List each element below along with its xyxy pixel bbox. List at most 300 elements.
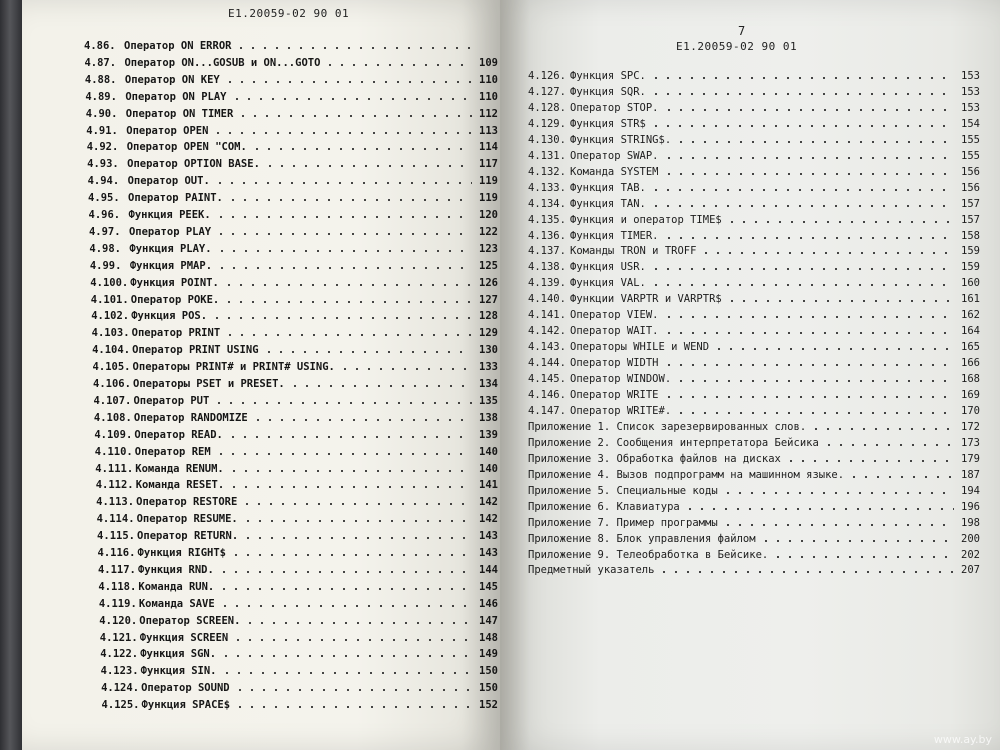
toc-entry-number: 4.93. — [87, 158, 119, 171]
toc-page-number: 155 — [961, 149, 980, 162]
toc-page-number: 158 — [961, 229, 980, 242]
toc-entry-number: 4.130. — [528, 133, 566, 146]
toc-page-number: 122 — [479, 225, 498, 238]
toc-entry-text: Функция USR. — [570, 261, 646, 274]
toc-page-number: 157 — [961, 197, 980, 210]
dot-leader — [650, 284, 954, 286]
dot-leader — [220, 655, 472, 657]
toc-entry-number: 4.121. — [99, 631, 138, 644]
toc-entry-title — [85, 74, 220, 86]
toc-entry-text: Функция POINT. — [130, 276, 219, 289]
toc-entry-number: 4.147. — [528, 404, 566, 417]
toc-entry-text: Оператор WRITE — [570, 389, 659, 401]
dot-leader — [211, 317, 472, 319]
toc-entry-text: Функции VARPTR и VARPTR$ — [570, 293, 722, 306]
dot-leader — [650, 205, 954, 207]
dot-leader — [650, 93, 954, 95]
toc-entry-number: 4.108. — [93, 411, 132, 424]
toc-page-number: 127 — [479, 293, 498, 306]
toc-entry-title — [102, 699, 231, 711]
toc-entry-number: 4.114. — [96, 513, 135, 526]
toc-entry — [86, 121, 498, 137]
dot-leader — [848, 476, 954, 478]
toc-entry-text: Оператор STOP. — [570, 101, 659, 114]
toc-page-number: 156 — [961, 181, 980, 194]
toc-entry — [89, 205, 499, 221]
toc-entry-title — [94, 412, 248, 424]
toc-entry-number: 4.86. — [84, 40, 116, 52]
toc-page-number: 143 — [479, 547, 498, 559]
toc-page-number: 142 — [479, 513, 498, 526]
toc-page-number: 143 — [479, 530, 498, 543]
toc-entry-title — [528, 182, 646, 194]
toc-page-number: 200 — [961, 532, 980, 545]
toc-page-number: 166 — [961, 357, 980, 370]
toc-entry — [93, 357, 498, 373]
dot-leader — [234, 689, 472, 691]
toc-page-number: 140 — [479, 462, 498, 475]
toc-entry-title — [89, 226, 211, 238]
dot-leader — [658, 571, 954, 573]
toc-entry — [528, 481, 980, 497]
toc-entry-title — [528, 70, 646, 82]
toc-entry-number: 4.94. — [87, 175, 120, 188]
toc-entry-text: Функция TAN. — [570, 197, 646, 210]
toc-page-number: 172 — [961, 420, 980, 433]
dot-leader — [242, 537, 472, 539]
toc-entry-title — [97, 530, 238, 542]
toc-page-number: 159 — [961, 245, 980, 258]
toc-page-number: 168 — [961, 373, 980, 386]
toc-entry-title — [98, 547, 227, 559]
toc-entry — [88, 188, 498, 204]
dot-leader — [722, 492, 954, 494]
toc-entry-title — [528, 134, 671, 146]
toc-entry-text: Предметный указатель — [528, 564, 655, 577]
dot-leader — [215, 216, 472, 218]
dot-leader — [218, 588, 472, 590]
toc-entry-text: Приложение 6. Клавиатура — [528, 500, 680, 513]
toc-entry-number: 4.126. — [528, 70, 566, 82]
toc-entry-title — [528, 373, 671, 385]
toc-entry-text: Оператор OPTION BASE. — [127, 158, 260, 171]
toc-page-number: 198 — [961, 516, 980, 529]
toc-page-number: 196 — [961, 500, 980, 513]
toc-entry-text: Приложение 1. Список зарезервированных слов. — [528, 420, 807, 433]
toc-page-number: 134 — [479, 378, 498, 390]
dot-leader — [242, 520, 472, 522]
toc-entry-number: 4.104. — [92, 344, 131, 357]
toc-entry — [528, 241, 980, 257]
toc-entry — [528, 560, 980, 576]
toc-entry — [528, 257, 980, 273]
dot-leader — [224, 81, 472, 83]
toc-entry-text: Оператор POKE. — [130, 293, 220, 306]
toc-entry — [86, 104, 498, 120]
dot-leader — [700, 252, 954, 254]
toc-entry-text: Операторы WHILE и WEND — [570, 341, 710, 354]
toc-entry-number: 4.136. — [528, 229, 566, 242]
toc-entry — [528, 162, 980, 178]
toc-page-number: 119 — [479, 175, 498, 188]
toc-page-number: 130 — [479, 344, 498, 357]
toc-entry-number: 4.129. — [528, 117, 566, 130]
toc-entry-title — [99, 598, 215, 610]
toc-entry-text: Оператор VIEW. — [570, 309, 659, 322]
toc-entry — [89, 239, 498, 255]
dot-leader — [663, 237, 954, 239]
toc-entry — [91, 306, 498, 322]
toc-entry-title — [528, 230, 659, 242]
toc-entry-text: Функция STRING$. — [570, 133, 672, 146]
toc-entry-text: Функция TAB. — [570, 181, 646, 194]
toc-page-number: 146 — [479, 597, 498, 610]
dot-leader — [263, 351, 472, 353]
toc-entry-number: 4.90. — [85, 107, 118, 120]
toc-entry — [528, 449, 980, 465]
toc-entry — [528, 337, 980, 353]
toc-page-number: 150 — [479, 665, 498, 678]
page-number: 7 — [738, 24, 746, 38]
toc-entry-title — [100, 648, 216, 660]
toc-entry-text: Функция PMAP. — [129, 259, 213, 272]
toc-entry-title — [528, 277, 646, 289]
dot-leader — [289, 385, 472, 387]
toc-page-number: 162 — [961, 309, 980, 322]
toc-entry-title — [528, 214, 722, 226]
toc-entry — [92, 323, 498, 339]
toc-entry-title — [96, 479, 225, 491]
dot-leader — [237, 115, 472, 117]
toc-entry-title — [528, 86, 646, 98]
toc-entry-text: Функция SPACE$ — [141, 699, 231, 712]
toc-entry-title — [528, 533, 756, 545]
toc-entry-title — [91, 310, 207, 322]
toc-entry-number: 4.112. — [95, 479, 134, 492]
toc-entry-number: 4.91. — [86, 124, 118, 137]
toc-entry-number: 4.96. — [88, 209, 121, 221]
toc-entry-text: Оператор OUT. — [127, 175, 210, 188]
dot-leader — [216, 250, 472, 252]
toc-entry-title — [91, 294, 220, 306]
toc-entry-title — [528, 437, 819, 449]
dot-leader — [231, 98, 472, 100]
toc-entry — [96, 475, 498, 491]
toc-entry-number: 4.120. — [99, 614, 138, 627]
toc-page-number: 153 — [961, 70, 980, 82]
toc-entry-number: 4.122. — [100, 648, 139, 661]
toc-entry-title — [88, 175, 210, 187]
toc-page-number: 154 — [961, 117, 980, 130]
toc-entry-title — [86, 108, 233, 120]
toc-entry — [97, 526, 498, 542]
toc-entry-title — [528, 501, 680, 513]
toc-entry — [528, 513, 980, 529]
toc-entry-text: Оператор REM — [134, 445, 211, 458]
toc-entry-number: 4.107. — [93, 394, 132, 407]
dot-leader — [241, 503, 472, 505]
toc-page-number: 135 — [479, 394, 498, 407]
toc-page-number: 148 — [479, 631, 498, 644]
toc-entry-text: Оператор SCREEN. — [139, 614, 241, 627]
toc-entry-title — [528, 549, 768, 561]
dot-leader — [663, 316, 954, 318]
toc-entry — [95, 459, 498, 475]
toc-entry-text: Функция VAL. — [570, 277, 646, 290]
toc-page-number: 109 — [479, 56, 498, 69]
toc-entry-title — [85, 91, 226, 103]
toc-entry-number: 4.115. — [97, 530, 135, 543]
toc-entry-title — [528, 421, 806, 433]
toc-entry-number: 4.137. — [528, 245, 566, 258]
dot-leader — [227, 436, 472, 438]
dot-leader — [760, 540, 954, 542]
dot-leader — [772, 556, 954, 558]
toc-entry-number: 4.125. — [101, 699, 140, 712]
toc-entry — [528, 210, 980, 226]
dot-leader — [228, 486, 472, 488]
toc-entry-title — [92, 344, 258, 356]
toc-entry-title — [100, 632, 229, 644]
toc-entry-text: Функция STR$ — [570, 117, 646, 130]
toc-entry-number: 4.95. — [88, 192, 120, 205]
toc-entry-title — [528, 150, 659, 162]
toc-entry — [100, 628, 498, 644]
toc-entry-text: Функция TIMER. — [570, 229, 659, 242]
toc-entry-title — [93, 395, 209, 407]
toc-entry — [528, 194, 980, 210]
dot-leader — [215, 453, 472, 455]
toc-page-number: 150 — [479, 682, 498, 695]
toc-entry-number: 4.119. — [98, 597, 137, 610]
toc-entry-text: Оператор WRITE#. — [570, 404, 672, 417]
toc-entry-title — [528, 485, 718, 497]
toc-entry-number: 4.140. — [528, 293, 566, 306]
toc-entry-title — [90, 277, 219, 289]
toc-entry — [89, 222, 498, 238]
toc-entry-title — [87, 158, 260, 170]
toc-entry-title — [89, 243, 211, 255]
toc-entry — [85, 87, 498, 103]
toc-entry-text: Команда SYSTEM — [570, 165, 659, 178]
dot-leader — [221, 672, 472, 674]
toc-entry — [92, 340, 498, 356]
toc-page-number: 110 — [479, 73, 498, 86]
toc-entry-text: Приложение 9. Телеобработка в Бейсике. — [528, 548, 769, 561]
toc-entry-number: 4.117. — [97, 563, 136, 576]
toc-page-number: 126 — [479, 276, 498, 289]
toc-page-number: 160 — [961, 277, 980, 290]
toc-entry — [528, 82, 980, 98]
dot-leader — [228, 470, 472, 472]
toc-entry-text: Функция PEEK. — [128, 209, 211, 221]
toc-entry — [99, 611, 498, 627]
toc-page-number: 114 — [479, 141, 498, 154]
toc-entry-text: Оператор ON PLAY — [125, 90, 227, 103]
toc-entry — [528, 497, 980, 513]
toc-page-number: 123 — [479, 242, 498, 255]
toc-entry-text: Операторы PSET и PRESET. — [133, 378, 285, 390]
dot-leader — [235, 47, 472, 49]
toc-entry-title — [94, 429, 223, 441]
toc-entry — [528, 465, 980, 481]
toc-page-number: 155 — [961, 133, 980, 146]
toc-entry-number: 4.132. — [528, 165, 566, 178]
toc-page-number: 173 — [961, 436, 980, 449]
toc-entry-number: 4.145. — [528, 373, 566, 386]
toc-page-number: 144 — [479, 563, 498, 576]
toc-entry-number: 4.118. — [98, 580, 137, 593]
toc-entry-title — [89, 209, 211, 221]
toc-entry-text: Оператор PLAY — [128, 225, 212, 238]
toc-entry-text: Приложение 4. Вызов подпрограмм на машинном языке. — [528, 468, 845, 481]
toc-page-number: 142 — [479, 496, 498, 509]
toc-page-number: 125 — [479, 259, 498, 272]
dot-leader — [663, 396, 954, 398]
document-code: Е1.20059-02 90 01 — [228, 7, 350, 20]
toc-entry-title — [528, 245, 696, 257]
toc-entry — [93, 391, 498, 407]
toc-entry-title — [93, 378, 285, 390]
dot-leader — [216, 267, 472, 269]
toc-entry-text: Оператор PAINT. — [128, 192, 223, 205]
dot-leader — [219, 605, 472, 607]
toc-entry-title — [98, 581, 214, 593]
toc-entry-title — [92, 327, 221, 339]
toc-entry — [528, 98, 980, 114]
toc-entry-number: 4.135. — [528, 213, 566, 226]
toc-entry-text: Команда SAVE — [138, 597, 215, 610]
toc-page-number: 110 — [479, 90, 498, 103]
toc-entry-text: Команда RESET. — [135, 479, 225, 492]
dot-leader — [675, 380, 954, 382]
dot-leader — [663, 332, 954, 334]
toc-entry-text: Оператор OPEN — [126, 124, 209, 137]
toc-page-number: 202 — [961, 548, 980, 561]
toc-entry-title — [528, 517, 718, 529]
toc-page-number: 152 — [479, 699, 498, 712]
toc-entry-text: Оператор PRINT — [131, 327, 221, 340]
toc-page-number: 153 — [961, 85, 980, 98]
toc-entry — [90, 273, 498, 289]
toc-page-number: 156 — [961, 165, 980, 178]
dot-leader — [212, 132, 472, 134]
toc-entry — [528, 385, 980, 401]
toc-entry-number: 4.89. — [85, 90, 117, 103]
dot-leader — [722, 524, 954, 526]
toc-entry-title — [87, 141, 247, 153]
toc-page-number: 128 — [479, 310, 498, 323]
dot-leader — [726, 221, 954, 223]
toc-entry-title — [96, 496, 237, 508]
toc-page-number: 119 — [479, 192, 498, 205]
toc-entry — [101, 678, 498, 694]
toc-entry-number: 4.139. — [528, 277, 566, 290]
toc-entry-text: Оператор SOUND — [141, 682, 230, 695]
toc-entry — [85, 70, 498, 86]
toc-page-number: 194 — [961, 484, 980, 497]
toc-entry-number: 4.109. — [94, 428, 133, 441]
toc-entry-title — [84, 57, 320, 69]
toc-entry-number: 4.141. — [528, 309, 566, 322]
toc-entry-number: 4.98. — [89, 242, 121, 255]
dot-leader — [234, 706, 472, 708]
toc-entry — [84, 53, 498, 69]
toc-entry — [99, 594, 498, 610]
toc-entry-title — [528, 564, 654, 576]
toc-entry-text: Оператор OPEN "COM. — [126, 141, 247, 154]
toc-entry-number: 4.131. — [528, 149, 566, 162]
toc-entry — [97, 509, 498, 525]
toc-entry-text: Операторы PRINT# и PRINT# USING. — [132, 361, 335, 374]
toc-page-number: 120 — [479, 209, 498, 221]
toc-entry — [94, 425, 498, 441]
dot-leader — [324, 64, 472, 66]
toc-entry — [528, 545, 980, 561]
toc-entry-text: Функция SCREEN — [139, 631, 229, 644]
toc-entry-title — [528, 389, 659, 401]
toc-page-number: 112 — [479, 107, 498, 120]
toc-entry — [91, 290, 498, 306]
toc-entry-number: 4.103. — [91, 327, 130, 340]
toc-entry-number: 4.143. — [528, 341, 566, 354]
dot-leader — [663, 173, 954, 175]
dot-leader — [252, 419, 472, 421]
toc-entry — [528, 305, 980, 321]
toc-entry-text: Оператор RESTORE — [136, 496, 238, 509]
toc-entry-text: Команда RUN. — [138, 580, 215, 593]
toc-entry-number: 4.97. — [88, 225, 121, 238]
toc-page-number: 140 — [479, 445, 498, 458]
toc-entry — [95, 442, 498, 458]
dot-leader — [650, 77, 954, 79]
toc-entry-title — [95, 446, 211, 458]
toc-page-number: 164 — [961, 325, 980, 338]
toc-page-number: 117 — [479, 158, 498, 171]
toc-entry-text: Функция SIN. — [140, 665, 217, 678]
toc-entry-title — [97, 513, 238, 525]
dot-leader — [218, 571, 472, 573]
toc-entry-number: 4.138. — [528, 261, 566, 274]
toc-entry-text: Оператор ON...GOSUB и ON...GOTO — [124, 56, 321, 69]
toc-entry — [528, 178, 980, 194]
toc-page-number: 157 — [961, 213, 980, 226]
toc-entry-text: Команда RENUM. — [135, 462, 224, 475]
toc-entry-text: Оператор WINDOW. — [570, 373, 672, 386]
toc-entry-number: 4.99. — [89, 259, 122, 272]
toc-entry-number: 4.113. — [96, 496, 135, 509]
toc-entry — [101, 661, 498, 677]
toc-entry-title — [528, 102, 659, 114]
toc-entry-title — [528, 118, 646, 130]
toc-entry — [88, 171, 498, 187]
toc-page-number: 138 — [479, 411, 498, 424]
toc-entry — [87, 137, 498, 153]
dot-leader — [663, 364, 954, 366]
toc-entry-text: Оператор ON KEY — [124, 73, 220, 86]
dot-leader — [244, 622, 472, 624]
toc-entry-text: Функция SGN. — [140, 648, 217, 661]
toc-entry — [94, 408, 498, 424]
toc-page-number: 179 — [961, 452, 980, 465]
dot-leader — [663, 109, 954, 111]
dot-leader — [213, 402, 472, 404]
right-page — [500, 0, 1000, 750]
toc-entry — [528, 433, 980, 449]
toc-entry-text: Приложение 5. Специальные коды — [528, 484, 718, 497]
toc-entry-number: 4.100. — [90, 276, 129, 289]
toc-entry-number: 4.144. — [528, 357, 566, 370]
